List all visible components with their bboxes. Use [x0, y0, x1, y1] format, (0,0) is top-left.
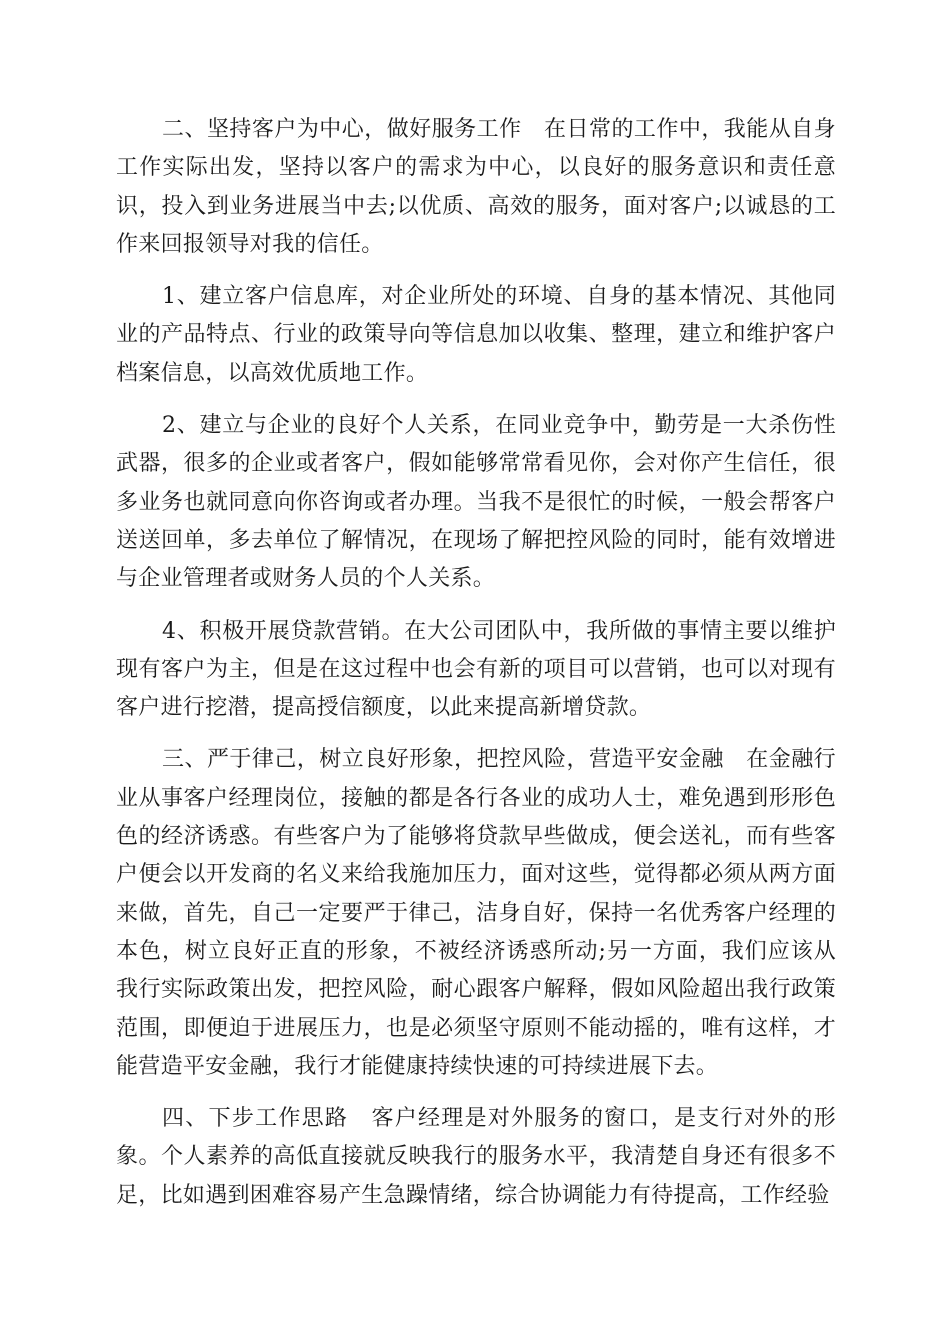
paragraph-customer-database: 1、建立客户信息库，对企业所处的环境、自身的基本情况、其他同业的产品特点、行业的政策导向等信息加以收集、整理，建立和维护客户档案信息，以高效优质地工作。: [116, 284, 836, 386]
paragraph-loan-marketing: 4、积极开展贷款营销。在大公司团队中，我所做的事情主要以维护现有客户为主，但是在这过程中也会有新的项目可以营销，也可以对现有客户进行挖潜，提高授信额度，以此来提高新增贷款。: [116, 618, 836, 721]
paragraph-next-steps: 四、下步工作思路 客户经理是对外服务的窗口，是支行对外的形象。个人素养的高低直接就反映我行的服务水平，我清楚自身还有很多不足，比如遇到困难容易产生急躁情绪，综合协调能力有待提高，工作经验: [116, 1106, 836, 1208]
paragraph-self-discipline: 三、严于律己，树立良好形象，把控风险，营造平安金融 在金融行业从事客户经理岗位，接触的都是各行各业的成功人士，难免遇到形形色色的经济诱惑。有些客户为了能够将贷款早些做成，便会送礼，而有些客户便会以开发商的名义来给我施加压力，面对这些，觉得都必须从两方面来做，首先，自己一定要严于律己，洁身自好，保持一名优秀客户经理的本色，树立良好正直的形象，不被经济诱惑所动;另一方面，我们应该从我行实际政策出发，把控风险，耐心跟客户解释，假如风险超出我行政策范围，即便迫于进展压力，也是必须坚守原则不能动摇的，唯有这样，才能营造平安金融，我行才能健康持续快速的可持续进展下去。: [116, 747, 836, 1079]
paragraph-enterprise-relations: 2、建立与企业的良好个人关系，在同业竞争中，勤劳是一大杀伤性武器，很多的企业或者客户，假如能够常常看见你，会对你产生信任，很多业务也就同意向你咨询或者办理。当我不是很忙的时候，一般会帮客户送送回单，多去单位了解情况，在现场了解把控风险的同时，能有效增进与企业管理者或财务人员的个人关系。: [116, 413, 836, 592]
document-body: [116, 111, 836, 1229]
paragraph-customer-service: 二、坚持客户为中心，做好服务工作 在日常的工作中，我能从自身工作实际出发，坚持以客户的需求为中心，以良好的服务意识和责任意识，投入到业务进展当中去;以优质、高效的服务，面对客户;以诚恳的工作来回报领导对我的信任。: [116, 117, 836, 257]
